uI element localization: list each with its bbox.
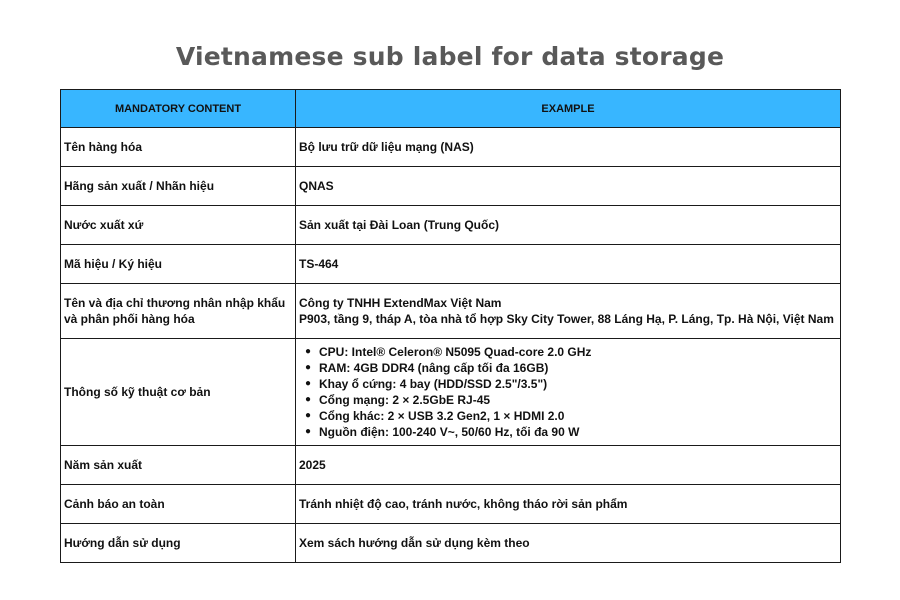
bullet-icon: ● xyxy=(305,378,312,389)
spec-item xyxy=(305,392,837,408)
row-value: Tránh nhiệt độ cao, tránh nước, không tháo rời sản phẩm xyxy=(296,485,841,524)
row-label: Mã hiệu / Ký hiệu xyxy=(61,245,296,284)
label-table xyxy=(60,89,841,563)
bullet-icon: ● xyxy=(305,394,312,405)
bullet-icon: ● xyxy=(305,346,312,357)
row-origin xyxy=(61,206,841,245)
row-manufacturer xyxy=(61,167,841,206)
row-importer xyxy=(61,284,841,339)
row-specs xyxy=(61,339,841,446)
spec-item xyxy=(305,360,837,376)
row-product-name xyxy=(61,128,841,167)
row-value: QNAS xyxy=(296,167,841,206)
row-label: Cảnh báo an toàn xyxy=(61,485,296,524)
page-title: Vietnamese sub label for data storage xyxy=(175,42,725,71)
bullet-icon: ● xyxy=(305,410,312,421)
column-header-example: EXAMPLE xyxy=(296,90,841,128)
spec-item xyxy=(305,376,837,392)
row-label: Tên và địa chỉ thương nhân nhập khẩu và phân phối hàng hóa xyxy=(61,284,296,339)
row-value: Xem sách hướng dẫn sử dụng kèm theo xyxy=(296,524,841,563)
row-value xyxy=(296,339,841,446)
spec-item-text: Cổng khác: 2 × USB 3.2 Gen2, 1 × HDMI 2.0 xyxy=(319,409,565,423)
row-label: Năm sản xuất xyxy=(61,446,296,485)
row-safety xyxy=(61,485,841,524)
spec-item-text: Khay ổ cứng: 4 bay (HDD/SSD 2.5"/3.5") xyxy=(319,377,548,391)
spec-item-text: CPU: Intel® Celeron® N5095 Quad-core 2.0 GHz xyxy=(319,345,592,359)
spec-item-text: RAM: 4GB DDR4 (nâng cấp tối đa 16GB) xyxy=(319,361,549,375)
spec-item xyxy=(305,424,837,440)
row-label: Hướng dẫn sử dụng xyxy=(61,524,296,563)
spec-item xyxy=(305,408,837,424)
spec-item xyxy=(305,344,837,360)
column-header-mandatory-content: MANDATORY CONTENT xyxy=(61,90,296,128)
bullet-icon: ● xyxy=(305,426,312,437)
row-year xyxy=(61,446,841,485)
importer-address: P903, tầng 9, tháp A, tòa nhà tổ hợp Sky City Tower, 88 Láng Hạ, P. Láng, Tp. Hà Nội, Việt Nam xyxy=(299,312,834,326)
row-label: Thông số kỹ thuật cơ bản xyxy=(61,339,296,446)
row-label: Nước xuất xứ xyxy=(61,206,296,245)
row-value: Bộ lưu trữ dữ liệu mạng (NAS) xyxy=(296,128,841,167)
row-value: Sản xuất tại Đài Loan (Trung Quốc) xyxy=(296,206,841,245)
table-header-row xyxy=(61,90,841,128)
row-model xyxy=(61,245,841,284)
row-value: TS-464 xyxy=(296,245,841,284)
row-value xyxy=(296,284,841,339)
row-label: Tên hàng hóa xyxy=(61,128,296,167)
spec-list xyxy=(299,344,837,440)
row-instructions xyxy=(61,524,841,563)
row-value: 2025 xyxy=(296,446,841,485)
spec-item-text: Nguồn điện: 100-240 V~, 50/60 Hz, tối đa 90 W xyxy=(319,425,580,439)
row-label: Hãng sản xuất / Nhãn hiệu xyxy=(61,167,296,206)
bullet-icon: ● xyxy=(305,362,312,373)
importer-company-name: Công ty TNHH ExtendMax Việt Nam xyxy=(299,296,502,310)
spec-item-text: Cổng mạng: 2 × 2.5GbE RJ-45 xyxy=(319,393,491,407)
